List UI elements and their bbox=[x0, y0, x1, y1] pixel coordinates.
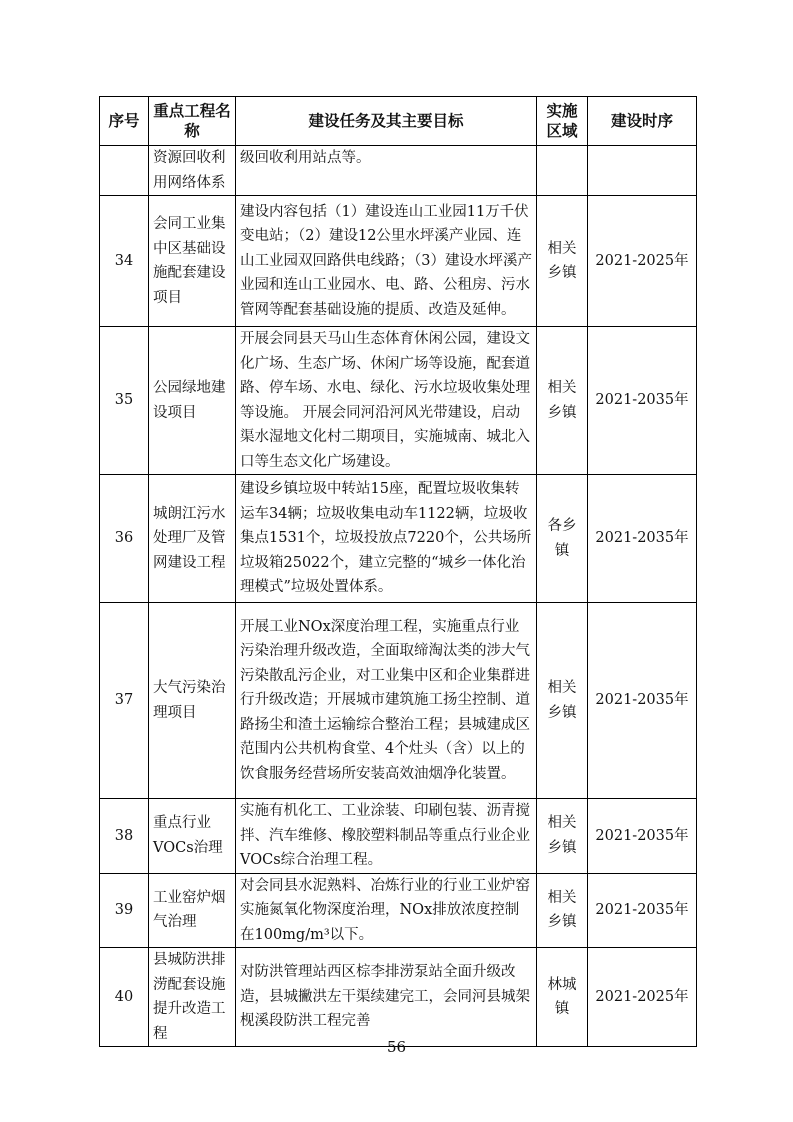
row-area bbox=[537, 146, 588, 196]
row-schedule: 2021-2035年 bbox=[588, 327, 697, 475]
row-area: 林城镇 bbox=[537, 948, 588, 1047]
project-table bbox=[99, 96, 697, 1047]
row-schedule: 2021-2035年 bbox=[588, 799, 697, 874]
header-task-goal: 建设任务及其主要目标 bbox=[236, 97, 537, 146]
row-task: 开展工业NOx深度治理工程，实施重点行业污染治理升级改造，全面取缔淘汰类的涉大气污染散乱污企业，对工业集中区和企业集群进行升级改造；开展城市建筑施工扬尘控制、道路扬尘和渣土运输综合整治工程；县城建成区范围内公共机构食堂、4个灶头（含）以上的饮食服务经营场所安装高效油烟净化装置。 bbox=[236, 603, 537, 799]
row-project-name: 资源回收利用网络体系 bbox=[149, 146, 236, 196]
table-row bbox=[100, 603, 697, 799]
row-area: 相关乡镇 bbox=[537, 196, 588, 327]
row-schedule: 2021-2025年 bbox=[588, 948, 697, 1047]
row-task: 级回收利用站点等。 bbox=[236, 146, 537, 196]
header-project-name: 重点工程名称 bbox=[149, 97, 236, 146]
row-number: 36 bbox=[100, 475, 149, 603]
row-number: 39 bbox=[100, 873, 149, 948]
row-project-name: 重点行业VOCs治理 bbox=[149, 799, 236, 874]
row-area: 各乡镇 bbox=[537, 475, 588, 603]
row-project-name: 县城防洪排涝配套设施提升改造工程 bbox=[149, 948, 236, 1047]
row-project-name: 会同工业集中区基础设施配套建设项目 bbox=[149, 196, 236, 327]
header-schedule: 建设时序 bbox=[588, 97, 697, 146]
row-schedule bbox=[588, 146, 697, 196]
row-task: 开展会同县天马山生态体育休闲公园，建设文化广场、生态广场、休闲广场等设施，配套道路、停车场、水电、绿化、污水垃圾收集处理等设施。 开展会同河沿河风光带建设，启动渠水湿地文化村二期项目，实施城南、城北入口等生态文化广场建设。 bbox=[236, 327, 537, 475]
row-task: 对防洪管理站西区棕李排涝泵站全面升级改造，县城撇洪左干渠续建完工，会同河县城架枧溪段防洪工程完善 bbox=[236, 948, 537, 1047]
row-project-name: 城朗江污水处理厂及管网建设工程 bbox=[149, 475, 236, 603]
row-task: 对会同县水泥熟料、冶炼行业的行业工业炉窑实施氮氧化物深度治理，NOx排放浓度控制在100mg/m³以下。 bbox=[236, 873, 537, 948]
row-project-name: 工业窑炉烟气治理 bbox=[149, 873, 236, 948]
row-schedule: 2021-2035年 bbox=[588, 475, 697, 603]
table-header-row bbox=[100, 97, 697, 146]
row-project-name: 公园绿地建设项目 bbox=[149, 327, 236, 475]
page-number: 56 bbox=[386, 1038, 407, 1056]
row-number: 34 bbox=[100, 196, 149, 327]
row-schedule: 2021-2035年 bbox=[588, 873, 697, 948]
row-number: 37 bbox=[100, 603, 149, 799]
row-area: 相关乡镇 bbox=[537, 603, 588, 799]
row-project-name: 大气污染治理项目 bbox=[149, 603, 236, 799]
row-number: 35 bbox=[100, 327, 149, 475]
row-area: 相关乡镇 bbox=[537, 873, 588, 948]
table-row bbox=[100, 146, 697, 196]
table-row bbox=[100, 196, 697, 327]
row-area: 相关乡镇 bbox=[537, 799, 588, 874]
row-schedule: 2021-2025年 bbox=[588, 196, 697, 327]
header-serial-number: 序号 bbox=[100, 97, 149, 146]
row-schedule: 2021-2035年 bbox=[588, 603, 697, 799]
table-row bbox=[100, 475, 697, 603]
row-task: 实施有机化工、工业涂装、印刷包装、沥青搅拌、汽车维修、橡胶塑料制品等重点行业企业VOCs综合治理工程。 bbox=[236, 799, 537, 874]
header-area: 实施区域 bbox=[537, 97, 588, 146]
table-row bbox=[100, 873, 697, 948]
table-row bbox=[100, 799, 697, 874]
row-task: 建设乡镇垃圾中转站15座，配置垃圾收集转运车34辆；垃圾收集电动车1122辆，垃圾收集点1531个，垃圾投放点7220个，公共场所垃圾箱25022个，建立完整的“城乡一体化治理模式”垃圾处置体系。 bbox=[236, 475, 537, 603]
row-number bbox=[100, 146, 149, 196]
table-row bbox=[100, 948, 697, 1047]
row-number: 38 bbox=[100, 799, 149, 874]
row-number: 40 bbox=[100, 948, 149, 1047]
table-row bbox=[100, 327, 697, 475]
row-task: 建设内容包括（1）建设连山工业园11万千伏变电站；（2）建设12公里水坪溪产业园、连山工业园双回路供电线路；（3）建设水坪溪产业园和连山工业园水、电、路、公租房、污水管网等配套基础设施的提质、改造及延伸。 bbox=[236, 196, 537, 327]
row-area: 相关乡镇 bbox=[537, 327, 588, 475]
